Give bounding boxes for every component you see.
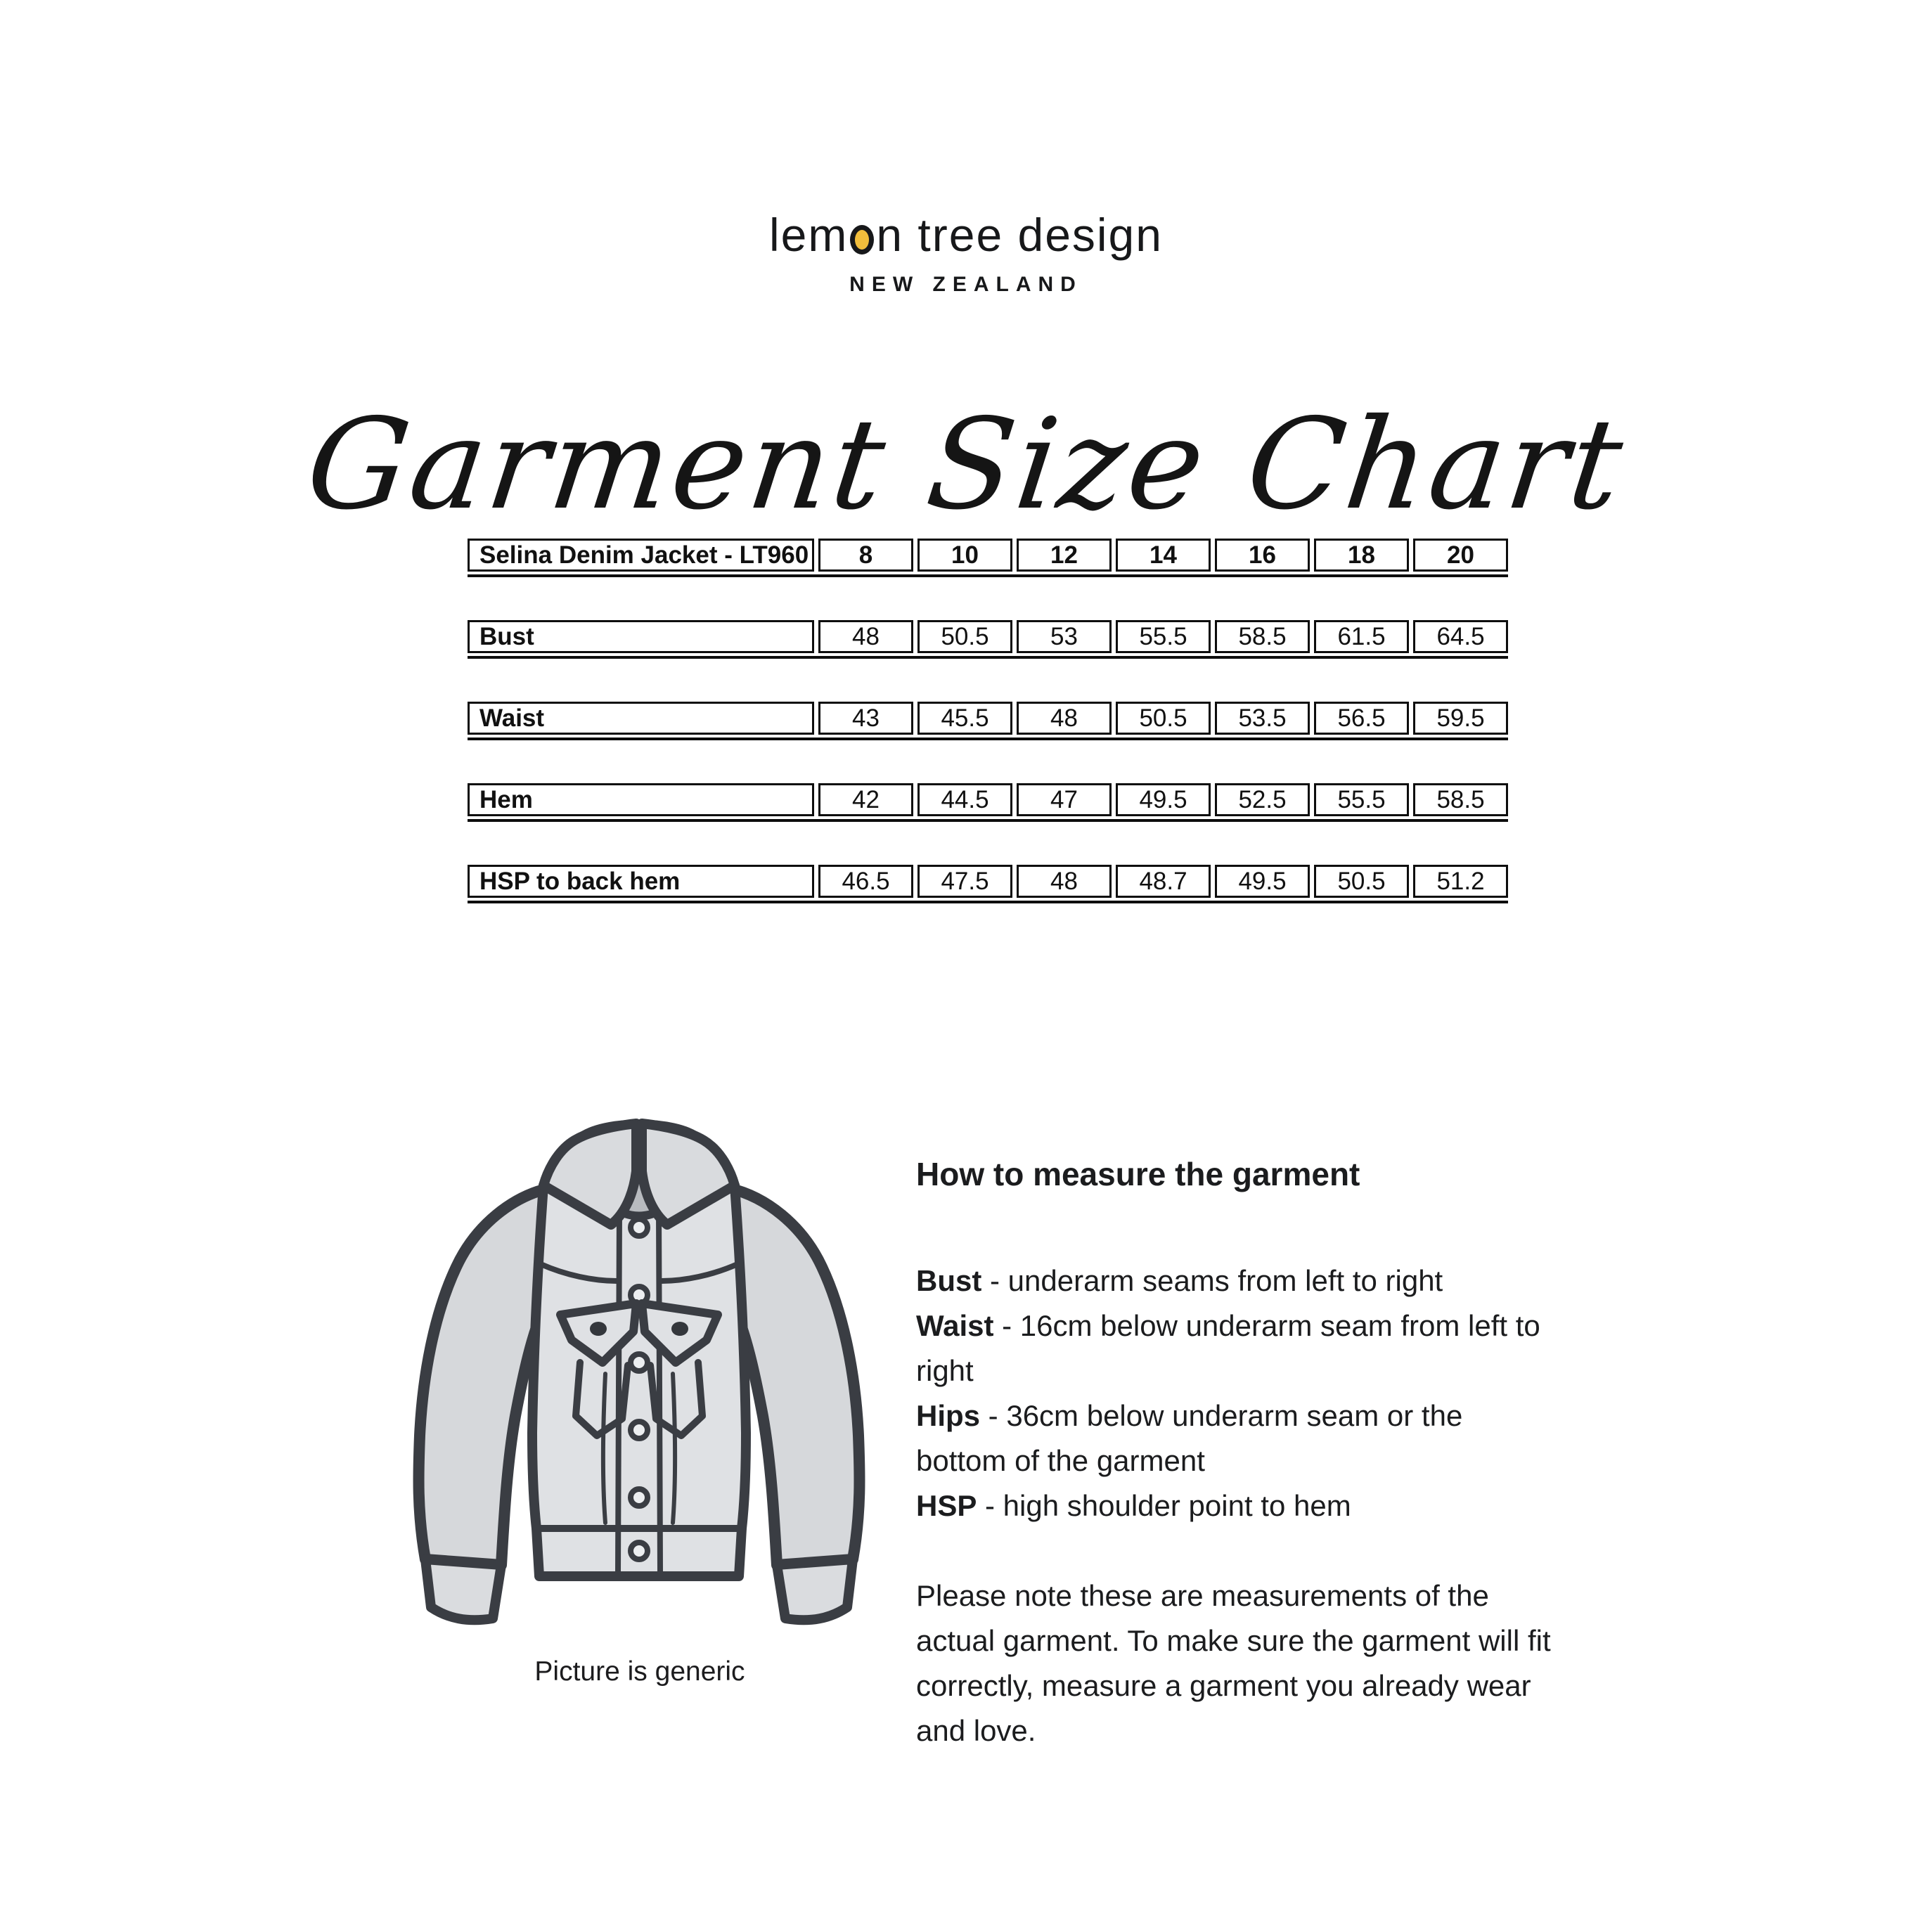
measure-desc: - 36cm below underarm seam or the bottom of the garment <box>916 1399 1463 1477</box>
value-cell: 50.5 <box>1314 865 1409 898</box>
size-header-cell: 16 <box>1215 539 1310 572</box>
value-cell: 42 <box>818 783 913 816</box>
table-row-hem <box>468 783 1508 822</box>
how-to-measure-heading: How to measure the garment <box>916 1156 1360 1192</box>
page-title: Garment Size Chart <box>300 392 1632 538</box>
measure-def-hips <box>916 1393 1552 1483</box>
value-cell: 43 <box>818 702 913 735</box>
value-cell: 47 <box>1017 783 1112 816</box>
measure-term: Bust <box>916 1264 982 1297</box>
value-cell: 48 <box>818 620 913 653</box>
value-cell: 58.5 <box>1215 620 1310 653</box>
size-table <box>468 539 1508 946</box>
value-cell: 50.5 <box>917 620 1012 653</box>
value-cell: 56.5 <box>1314 702 1409 735</box>
value-cell: 61.5 <box>1314 620 1409 653</box>
value-cell: 47.5 <box>917 865 1012 898</box>
brand-country: NEW ZEALAND <box>849 273 1083 296</box>
table-row-waist <box>468 702 1508 740</box>
value-cell: 50.5 <box>1116 702 1211 735</box>
brand-name-part2: n tree design <box>876 209 1163 261</box>
row-label-cell: HSP to back hem <box>468 865 814 898</box>
size-header-cell: 10 <box>917 539 1012 572</box>
value-cell: 52.5 <box>1215 783 1310 816</box>
brand-name <box>0 208 1932 262</box>
measure-desc: - 16cm below underarm seam from left to right <box>916 1309 1540 1387</box>
lemon-dot-icon <box>850 225 874 255</box>
how-to-measure-section <box>916 1154 1552 1753</box>
denim-jacket-illustration <box>383 1095 896 1637</box>
value-cell: 64.5 <box>1413 620 1508 653</box>
measure-def-hsp <box>916 1483 1552 1528</box>
value-cell: 53.5 <box>1215 702 1310 735</box>
value-cell: 49.5 <box>1215 865 1310 898</box>
brand-header <box>0 208 1932 297</box>
row-label-cell: Bust <box>468 620 814 653</box>
value-cell: 46.5 <box>818 865 913 898</box>
table-header-row <box>468 539 1508 577</box>
measure-def-bust <box>916 1258 1552 1303</box>
value-cell: 48 <box>1017 702 1112 735</box>
value-cell: 58.5 <box>1413 783 1508 816</box>
table-row-bust <box>468 620 1508 659</box>
jacket-figure <box>383 1095 896 1687</box>
size-header-cell: 14 <box>1116 539 1211 572</box>
row-label-cell: Waist <box>468 702 814 735</box>
value-cell: 48.7 <box>1116 865 1211 898</box>
measure-term: HSP <box>916 1489 977 1522</box>
measure-desc: - high shoulder point to hem <box>977 1489 1351 1522</box>
measure-term: Hips <box>916 1399 981 1432</box>
table-row-hsp <box>468 865 1508 903</box>
figure-caption: Picture is generic <box>534 1656 745 1687</box>
value-cell: 48 <box>1017 865 1112 898</box>
value-cell: 59.5 <box>1413 702 1508 735</box>
size-header-cell: 12 <box>1017 539 1112 572</box>
product-name-cell: Selina Denim Jacket - LT960 <box>468 539 814 572</box>
measure-desc: - underarm seams from left to right <box>981 1264 1443 1297</box>
value-cell: 45.5 <box>917 702 1012 735</box>
brand-name-part1: lem <box>769 209 849 261</box>
size-header-cell: 8 <box>818 539 913 572</box>
value-cell: 49.5 <box>1116 783 1211 816</box>
size-header-cell: 20 <box>1413 539 1508 572</box>
value-cell: 55.5 <box>1314 783 1409 816</box>
measure-def-waist <box>916 1303 1552 1393</box>
size-header-cell: 18 <box>1314 539 1409 572</box>
value-cell: 55.5 <box>1116 620 1211 653</box>
measure-term: Waist <box>916 1309 994 1342</box>
row-label-cell: Hem <box>468 783 814 816</box>
measure-note: Please note these are measurements of the actual garment. To make sure the garment will fit correctly, measure a garment you already wear and love. <box>916 1579 1551 1747</box>
value-cell: 53 <box>1017 620 1112 653</box>
value-cell: 44.5 <box>917 783 1012 816</box>
value-cell: 51.2 <box>1413 865 1508 898</box>
